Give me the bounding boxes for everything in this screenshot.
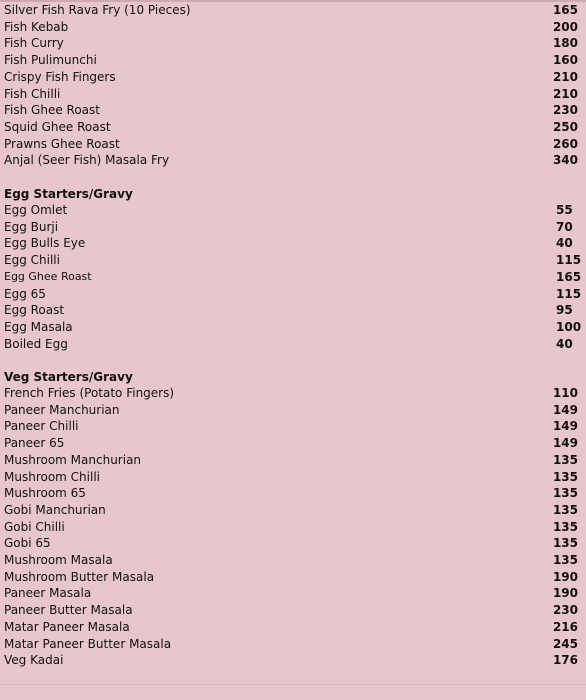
menu-item	[0, 119, 586, 136]
item-name: Fish Curry	[4, 36, 64, 51]
menu-item	[0, 652, 586, 669]
menu-item	[0, 35, 586, 52]
item-name: Fish Chilli	[4, 86, 61, 101]
item-name: Gobi 65	[4, 536, 51, 551]
item-name: Matar Paneer Masala	[4, 619, 130, 634]
item-name: Mushroom Masala	[4, 553, 113, 567]
menu-item	[0, 2, 586, 19]
item-name: Paneer Masala	[4, 586, 92, 601]
item-price: 230	[552, 103, 578, 118]
item-name: Crispy Fish Fingers	[4, 69, 116, 84]
item-name: Paneer Butter Masala	[4, 603, 133, 618]
menu-item	[0, 269, 586, 286]
item-name: Gobi Chilli	[4, 519, 65, 534]
item-name: Anjal (Seer Fish) Masala Fry	[4, 153, 170, 168]
item-price: 149	[552, 419, 578, 434]
item-price: 210	[552, 86, 578, 101]
item-price: 70	[556, 219, 573, 234]
item-price: 135	[552, 553, 578, 567]
item-name: Gobi Manchurian	[4, 502, 106, 517]
item-name: Fish Kebab	[4, 19, 69, 34]
item-price: 40	[556, 236, 573, 251]
item-name: Fish Ghee Roast	[4, 103, 100, 118]
item-price: 230	[552, 603, 578, 618]
menu-item	[0, 619, 586, 636]
menu-item	[0, 535, 586, 552]
item-name: Egg 65	[4, 286, 46, 301]
item-price: 100	[556, 319, 582, 334]
item-name: Egg Bulls Eye	[4, 236, 86, 251]
menu-item	[0, 336, 586, 353]
item-name: Egg Masala	[4, 319, 73, 334]
item-name: Egg Omlet	[4, 203, 68, 217]
item-price: 95	[556, 303, 573, 318]
item-price: 160	[552, 53, 578, 68]
item-name: Mushroom Butter Masala	[4, 569, 155, 584]
menu-item	[0, 152, 586, 169]
item-price: 210	[552, 69, 578, 84]
item-price: 180	[552, 36, 578, 51]
menu-item	[0, 286, 586, 303]
item-price: 135	[552, 502, 578, 517]
item-name: Mushroom 65	[4, 486, 86, 501]
item-name: French Fries (Potato Fingers)	[4, 386, 175, 400]
item-name: Paneer Chilli	[4, 419, 79, 434]
item-name: Matar Paneer Butter Masala	[4, 636, 172, 651]
item-name: Fish Pulimunchi	[4, 53, 97, 68]
menu-item	[0, 235, 586, 252]
item-price: 200	[552, 19, 578, 34]
item-name: Squid Ghee Roast	[4, 119, 111, 134]
item-price: 110	[552, 386, 578, 400]
item-name: Mushroom Chilli	[4, 469, 100, 484]
item-price: 135	[552, 519, 578, 534]
item-name: Veg Kadai	[4, 653, 64, 668]
section-title-egg: Egg Starters/Gravy	[4, 187, 133, 201]
item-name: Egg Burji	[4, 219, 59, 234]
item-name: Egg Chilli	[4, 253, 60, 268]
menu-item	[0, 519, 586, 536]
item-name: Prawns Ghee Roast	[4, 136, 120, 151]
menu-item	[0, 402, 586, 419]
item-price: 149	[552, 436, 578, 451]
bottom-rule	[0, 684, 586, 685]
item-price: 165	[552, 3, 578, 17]
item-price: 190	[552, 569, 578, 584]
menu-item	[0, 102, 586, 119]
menu-item	[0, 602, 586, 619]
menu-item	[0, 52, 586, 69]
item-name: Egg Roast	[4, 303, 65, 318]
menu-item	[0, 585, 586, 602]
item-price: 190	[552, 586, 578, 601]
item-price: 135	[552, 469, 578, 484]
item-price: 135	[552, 536, 578, 551]
item-price: 245	[552, 636, 578, 651]
menu-item	[0, 136, 586, 153]
menu-item	[0, 435, 586, 452]
menu-item	[0, 469, 586, 486]
item-price: 135	[552, 452, 578, 467]
item-name: Boiled Egg	[4, 336, 68, 351]
menu-item	[0, 485, 586, 502]
item-price: 40	[556, 336, 573, 351]
item-name: Silver Fish Rava Fry (10 Pieces)	[4, 3, 191, 17]
menu-item	[0, 86, 586, 103]
item-price: 135	[552, 486, 578, 501]
item-name: Mushroom Manchurian	[4, 452, 142, 467]
menu-item	[0, 452, 586, 469]
item-price: 165	[556, 269, 582, 284]
menu-item	[0, 252, 586, 269]
menu-item	[0, 202, 586, 219]
menu-item	[0, 385, 586, 402]
item-price: 250	[552, 119, 578, 134]
menu-item	[0, 636, 586, 653]
item-price: 176	[552, 653, 578, 668]
menu-item	[0, 319, 586, 336]
item-price: 55	[556, 203, 573, 217]
menu-item	[0, 502, 586, 519]
item-price: 149	[552, 402, 578, 417]
item-name: Paneer Manchurian	[4, 402, 120, 417]
item-name: Paneer 65	[4, 436, 65, 451]
item-price: 115	[556, 253, 582, 268]
item-price: 216	[552, 619, 578, 634]
menu-item	[0, 302, 586, 319]
menu-item	[0, 69, 586, 86]
menu-item	[0, 219, 586, 236]
menu-item	[0, 418, 586, 435]
item-name: Egg Ghee Roast	[4, 269, 92, 283]
item-price: 340	[552, 153, 578, 168]
item-price: 115	[556, 286, 582, 301]
menu-item	[0, 19, 586, 36]
menu-item	[0, 569, 586, 586]
item-price: 260	[552, 136, 578, 151]
section-title-veg: Veg Starters/Gravy	[4, 370, 133, 384]
menu-item	[0, 552, 586, 569]
